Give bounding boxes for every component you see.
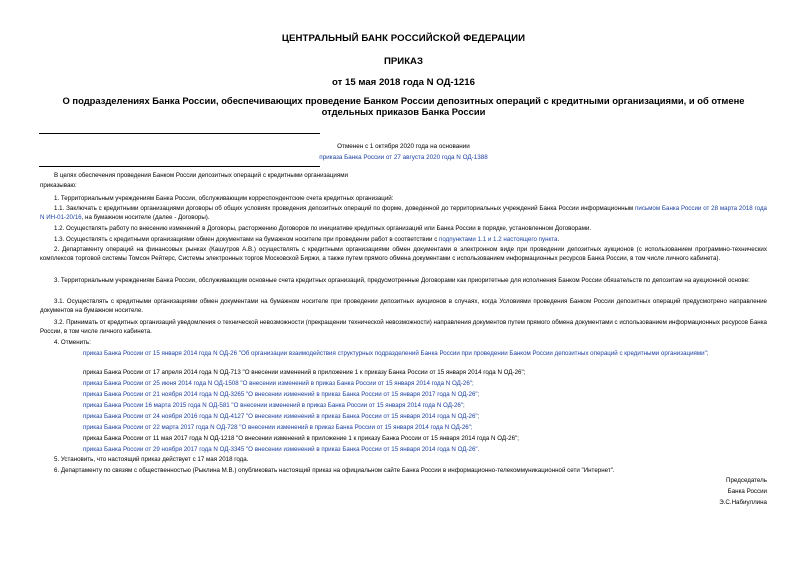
doc-type-heading: ПРИКАЗ — [384, 56, 423, 67]
doc-date-number: от 15 мая 2018 года N ОД-1216 — [332, 77, 475, 88]
paragraph-1-2: 1.2. Осуществлять работу по внесению изменений в Договоры, расторжению Договоров по инициативе кредитных организаций или Банка России в порядке, установленном Договорами. — [54, 225, 592, 232]
cancelled-order-link[interactable]: приказ Банка России от 22 марта 2017 года N ОД-728 "О внесении изменений в приказ Банка России от 15 января 2014 года N ОД-26"; — [83, 424, 473, 431]
org-heading: ЦЕНТРАЛЬНЫЙ БАНК РОССИЙСКОЙ ФЕДЕРАЦИИ — [281, 33, 526, 44]
cancel-note: Отменен с 1 октября 2020 года на основании — [337, 143, 470, 150]
cancelled-order-item: приказ Банка России от 17 апреля 2014 года N ОД-713 "О внесении изменений в приложение 1 к приказу Банка России от 15 января 2014 года N ОД-26"; — [83, 369, 526, 376]
paragraph-1-3-text: 1.3. Осуществлять с кредитными организациями обмен документами на бумажном носителе при проведении работ в соответствии с — [54, 236, 440, 243]
paragraph-1-3 — [40, 235, 767, 244]
cancelled-order-link[interactable]: приказ Банка России от 25 июня 2014 года N ОД-1508 "О внесении изменений в приказ Банка России от 15 января 2014 года N ОД-26"; — [83, 380, 474, 387]
separator-line — [39, 133, 320, 134]
doc-title: О подразделениях Банка России, обеспечивающих проведение Банком России депозитных операций с кредитными организациями, и об отмене отдельных приказов Банка России — [62, 95, 745, 117]
cancelled-order-link[interactable]: приказ Банка России от 24 ноября 2016 года N ОД-4127 "О внесении изменений в приказ Банка России от 15 января 2014 года N ОД-26"; — [83, 413, 480, 420]
cancelled-order-item: приказ Банка России от 11 мая 2017 года N ОД-1218 "О внесении изменений в приложение 1 к приказу Банка России от 15 января 2014 года N ОД-26"; — [83, 435, 519, 442]
paragraph-1: 1. Территориальным учреждениям Банка России, обслуживающим корреспондентские счета кредитных организаций: — [54, 195, 394, 202]
paragraph-4: 4. Отменить: — [54, 339, 91, 346]
cancelled-order-link[interactable]: приказ Банка России от 21 ноября 2014 года N ОД-3265 "О внесении изменений в приказ Банка России от 15 января 2017 года N ОД-26"; — [83, 391, 480, 398]
intro-paragraph: В целях обеспечения проведения Банком России депозитных операций с кредитными организациями — [54, 172, 348, 179]
cancelled-order-link[interactable]: приказ Банка России от 29 ноября 2017 года N ОД-3345 "О внесении изменений в приказ Банка России от 15 января 2014 года N ОД-26". — [83, 446, 480, 453]
paragraph-6: 6. Департаменту по связям с общественностью (Рыклина М.В.) опубликовать настоящий приказ на официальном сайте Банка России в информационно-телекоммуникационной сети "Интернет". — [54, 467, 615, 474]
paragraph-2: 2. Департаменту операций на финансовых рынках (Кашутров А.В.) осуществлять с кредитными организациями обмен документами в электронном виде при проведении депозитных аукционов (с использованием программно-технических комплексов торговой системы Томсон Рейтерс, Системы электронных торгов Московской Биржи, а также путем прямого обмена документами с использованием информационных ресурсов Банка России, в том числе личного кабинета). — [40, 246, 767, 263]
letter-link[interactable]: письмом Банка России от 28 марта 2018 года N ИН-01-20/16 — [40, 205, 767, 222]
paragraph-5: 5. Установить, что настоящий приказ действует с 17 мая 2018 года. — [54, 456, 249, 463]
paragraph-1-1-text-end: , на бумажном носителе (далее - Договоры). — [81, 214, 210, 222]
cancelled-order-link[interactable]: приказ Банка России от 15 января 2014 года N ОД-26 "Об организации взаимодействия структурных подразделений Банка России при проведении Банком России депозитных операций с кредитными организациями"; — [83, 350, 709, 357]
signature-block — [719, 476, 767, 508]
signature-position: Председатель — [726, 477, 767, 484]
signature-organization: Банка России — [727, 487, 767, 495]
order-word: приказываю: — [40, 182, 77, 189]
paragraph-3-1: 3.1. Осуществлять с кредитными организациями обмен документами на бумажном носителе при проведении депозитных аукционов в случаях, когда Условиями проведения Банком России депозитных операций предусмотрено направление документов на бумажном носителе. — [40, 298, 767, 315]
paragraph-3-2: 3.2. Принимать от кредитных организаций уведомления о технической невозможности (прекращении технической невозможности) направления документов путем прямого обмена документами с использованием информационных ресурсов Банка России, в том числе личного кабинета. — [40, 319, 767, 336]
paragraph-3: 3. Территориальным учреждениям Банка России, обслуживающим основные счета кредитных организаций, предусмотренные Договорами как приоритетные для исполнения Банком России обязательств по депозитам на аукционной основе: — [54, 277, 750, 284]
paragraph-1-3-text-end: . — [557, 236, 560, 243]
separator-line — [39, 166, 320, 167]
cancel-note-link[interactable]: приказа Банка России от 27 августа 2020 года N ОД-1388 — [319, 154, 488, 161]
signature-name: Э.С.Набиуллина — [719, 498, 767, 506]
paragraph-1-1-text: 1.1. Заключать с кредитными организациями договоры об общих условиях проведения депозитных операций по форме, доведенной до территориальных учреждений Банка России информационным — [54, 205, 636, 212]
paragraph-1-1 — [40, 204, 767, 223]
cancelled-order-link[interactable]: приказ Банка России 16 марта 2015 года N ОД-581 "О внесении изменений в приказ Банка России от 15 января 2014 года N ОД-26"; — [83, 402, 465, 409]
subparagraph-link[interactable]: подпунктами 1.1 и 1.2 настоящего пункта — [439, 236, 558, 243]
